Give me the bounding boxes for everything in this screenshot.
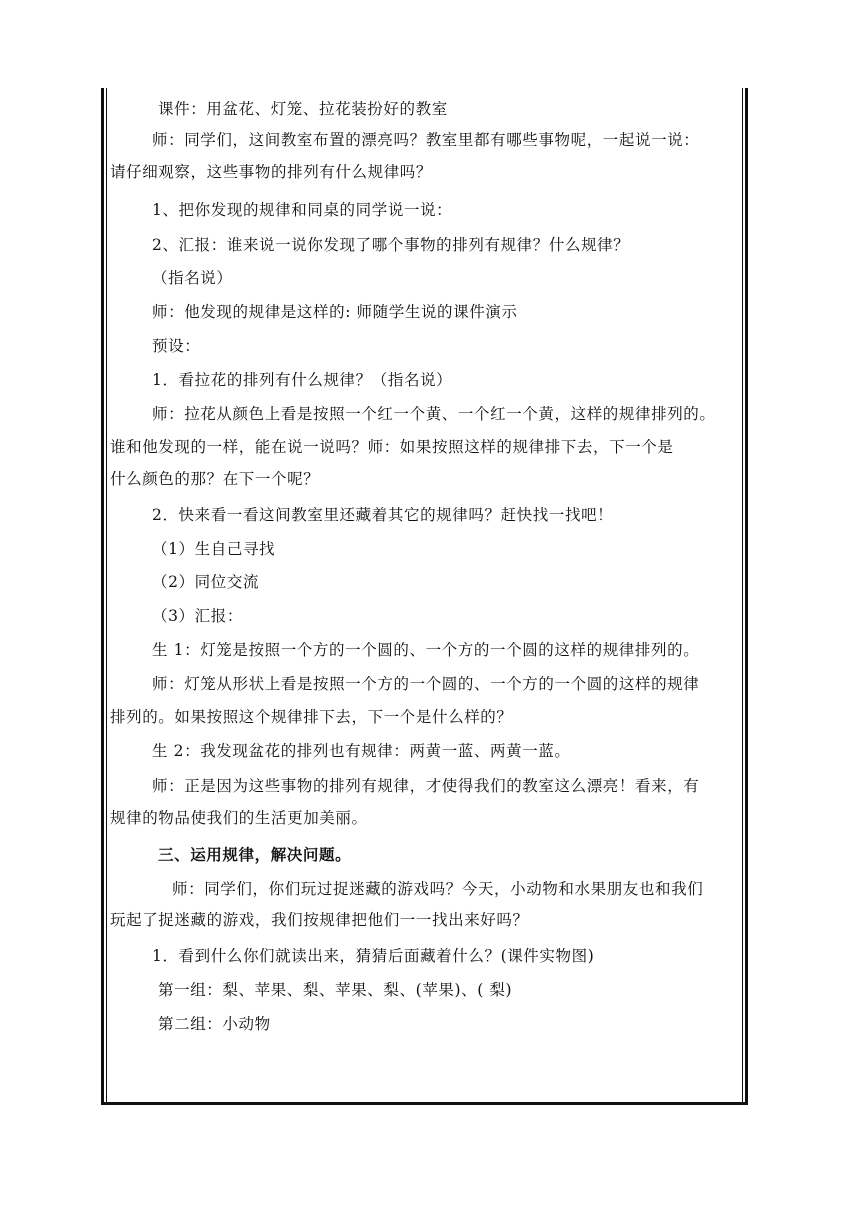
- text-line: 师：同学们，这间教室布置的漂亮吗？教室里都有哪些事物呢，一起说一说：: [152, 131, 700, 149]
- text-line: 规律的物品使我们的生活更加美丽。: [110, 809, 368, 827]
- text-line: 玩起了捉迷藏的游戏，我们按规律把他们一一找出来好吗？: [110, 911, 529, 929]
- text-line: 什么颜色的那？在下一个呢？: [110, 470, 320, 488]
- text-line: 师：灯笼从形状上看是按照一个方的一个圆的、一个方的一个圆的这样的规律: [152, 675, 700, 693]
- text-line: 师：拉花从颜色上看是按照一个红一个黄、一个红一个黄，这样的规律排列的。: [152, 405, 716, 423]
- text-line: 排列的。如果按照这个规律排下去，下一个是什么样的？: [110, 708, 513, 726]
- text-line: 1、把你发现的规律和同桌的同学说一说：: [152, 201, 453, 219]
- text-line: 1．看拉花的排列有什么规律？（指名说）: [152, 371, 453, 389]
- text-line: 谁和他发现的一样，能在说一说吗？师：如果按照这样的规律排下去，下一个是: [110, 438, 674, 456]
- text-line: 2．快来看一看这间教室里还藏着其它的规律吗？赶快找一找吧！: [152, 506, 614, 524]
- text-line: 课件：用盆花、灯笼、拉花装扮好的教室: [158, 100, 448, 118]
- text-line: 第二组：小动物: [158, 1015, 271, 1033]
- text-line: 师：正是因为这些事物的排列有规律，才使得我们的教室这么漂亮！看来，有: [152, 777, 700, 795]
- text-line: 1．看到什么你们就读出来，猜猜后面藏着什么？(课件实物图): [152, 947, 595, 965]
- text-line: （1）生自己寻找: [152, 540, 276, 558]
- text-line: 请仔细观察，这些事物的排列有什么规律吗？: [110, 163, 433, 181]
- text-line: 生 1：灯笼是按照一个方的一个圆的、一个方的一个圆的这样的规律排列的。: [152, 641, 700, 659]
- text-line: （2）同位交流: [152, 573, 260, 591]
- text-line: （3）汇报：: [152, 607, 243, 625]
- text-line: （指名说）: [152, 269, 233, 287]
- text-line: 预设：: [152, 337, 201, 355]
- text-line: 2、汇报：谁来说一说你发现了哪个事物的排列有规律？什么规律？: [152, 236, 630, 254]
- text-line: 生 2：我发现盆花的排列也有规律：两黄一蓝、两黄一蓝。: [152, 742, 571, 760]
- section-heading: 三、运用规律，解决问题。: [158, 845, 352, 864]
- text-line: 师：同学们，你们玩过捉迷藏的游戏吗？今天，小动物和水果朋友也和我们: [172, 880, 704, 898]
- text-line: 第一组：梨、苹果、梨、苹果、梨、(苹果)、( 梨): [158, 981, 513, 999]
- text-line: 师：他发现的规律是这样的: 师随学生说的课件演示: [152, 303, 518, 321]
